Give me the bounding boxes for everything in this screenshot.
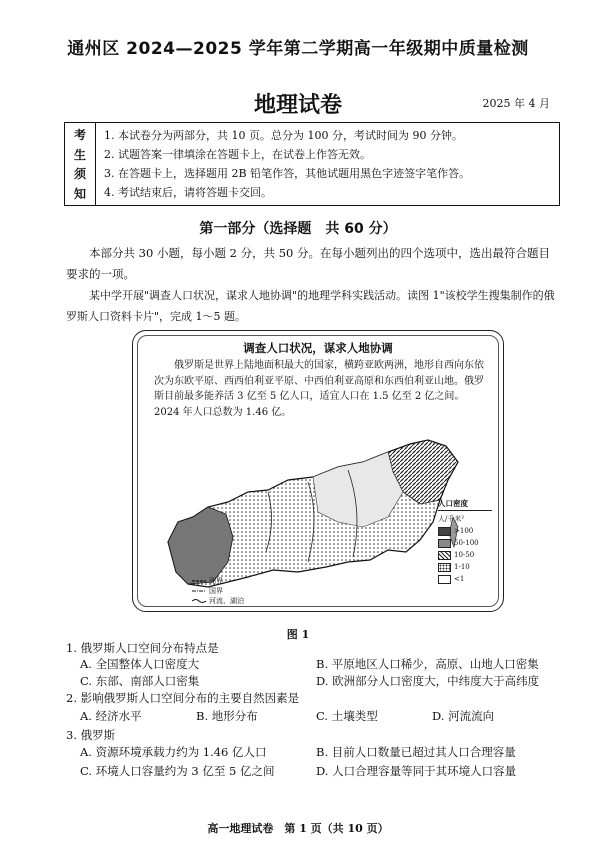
legend-swatch xyxy=(438,527,451,536)
legend-row xyxy=(438,525,492,537)
legend-swatch xyxy=(438,563,451,572)
notice-item: 1. 本试卷分为两部分，共 10 页。总分为 100 分，考试时间为 90 分钟。 xyxy=(104,129,463,142)
question-2-option-d: D. 河流流向 xyxy=(432,709,495,723)
question-1-option-a: A. 全国整体人口密度大 xyxy=(80,657,200,671)
question-1-stem: 1. 俄罗斯人口空间分布特点是 xyxy=(66,641,219,655)
river-lake-line-icon xyxy=(192,598,206,604)
notice-item: 3. 在答题卡上，选择题用 2B 铅笔作答，其他试题用黑色字迹签字笔作答。 xyxy=(104,167,471,180)
candidate-notice-box xyxy=(64,122,560,206)
map-key-row xyxy=(192,586,244,596)
question-context: 某中学开展"调查人口状况，谋求人地协调"的地理学科实践活动。读图 1"该校学生搜集制作的俄罗斯人口资料卡片"，完成 1～5 题。 xyxy=(66,289,555,323)
map-symbol-key xyxy=(192,576,244,606)
question-3-option-d: D. 人口合理容量等同于其环境人口容量 xyxy=(316,764,517,778)
legend-label: 50-100 xyxy=(454,539,479,547)
question-3-option-b: B. 目前人口数量已超过其人口合理容量 xyxy=(316,745,516,759)
question-2-option-b: B. 地形分布 xyxy=(196,709,258,723)
part-one-title: 第一部分（选择题 共 60 分） xyxy=(199,221,397,237)
legend-unit: 人/千米² xyxy=(438,515,465,523)
map-key-label: 洲界 xyxy=(209,577,223,585)
population-data-card xyxy=(132,330,504,612)
legend-label: 10-50 xyxy=(454,551,475,559)
legend-label: <1 xyxy=(454,575,465,583)
question-3-option-c: C. 环境人口容量约为 3 亿至 5 亿之间 xyxy=(80,764,275,778)
question-3-stem: 3. 俄罗斯 xyxy=(66,728,116,742)
notice-label-char: 知 xyxy=(73,186,86,201)
notice-label-char: 考 xyxy=(73,128,86,143)
card-title: 调查人口状况，谋求人地协调 xyxy=(243,341,393,355)
map-key-label: 河流、湖泊 xyxy=(209,597,244,605)
legend-row xyxy=(438,573,492,585)
question-3-option-a: A. 资源环境承载力约为 1.46 亿人口 xyxy=(80,745,267,759)
legend-row xyxy=(438,537,492,549)
notice-label-char: 须 xyxy=(73,167,86,182)
card-text: 俄罗斯是世界上陆地面积最大的国家，横跨亚欧两洲，地形自西向东依次为东欧平原、西西伯利亚平原、中西伯利亚高原和东西伯利亚山地。俄罗斯目前最多能养活 3 亿至 5 亿人口，适宜人口在 1.5 亿至 2 亿之间。2024 年人口总数为 1.46 亿。 xyxy=(154,360,484,418)
map-key-label: 国界 xyxy=(209,587,223,595)
question-1-option-d: D. 欧洲部分人口密度大，中纬度大于高纬度 xyxy=(316,674,540,688)
population-density-legend xyxy=(438,498,492,585)
map-key-row xyxy=(192,596,244,606)
exam-title: 通州区 2024—2025 学年第二学期高一年级期中质量检测 xyxy=(67,39,529,59)
legend-swatch xyxy=(438,539,451,548)
notice-items xyxy=(96,123,559,205)
national-boundary-line-icon xyxy=(192,588,206,594)
figure-caption: 图 1 xyxy=(286,628,310,641)
page-footer: 高一地理试卷 第 1 页（共 10 页） xyxy=(207,822,389,835)
legend-swatch xyxy=(438,551,451,560)
notice-item: 2. 试题答案一律填涂在答题卡上，在试卷上作答无效。 xyxy=(104,148,371,161)
continent-boundary-line-icon xyxy=(192,578,206,584)
legend-row xyxy=(438,549,492,561)
legend-label: 1-10 xyxy=(454,563,470,571)
legend-row xyxy=(438,561,492,573)
russia-population-density-map xyxy=(148,422,488,602)
question-2-option-c: C. 土壤类型 xyxy=(316,709,378,723)
question-2-option-a: A. 经济水平 xyxy=(80,709,142,723)
legend-title: 人口密度 xyxy=(438,498,492,511)
legend-label: >100 xyxy=(454,527,474,535)
exam-date: 2025 年 4 月 xyxy=(482,97,550,110)
question-1-option-b: B. 平原地区人口稀少，高原、山地人口密集 xyxy=(316,657,539,671)
question-1-option-c: C. 东部、南部人口密集 xyxy=(80,674,200,688)
question-2-stem: 2. 影响俄罗斯人口空间分布的主要自然因素是 xyxy=(66,691,300,705)
notice-label xyxy=(65,123,96,205)
notice-item: 4. 考试结束后，请将答题卡交回。 xyxy=(104,186,272,199)
map-key-row xyxy=(192,576,244,586)
subject-title: 地理试卷 xyxy=(253,93,342,118)
legend-swatch xyxy=(438,575,451,584)
notice-label-char: 生 xyxy=(73,147,86,162)
part-one-intro: 本部分共 30 小题，每小题 2 分，共 50 分。在每小题列出的四个选项中，选出最符合题目要求的一项。 xyxy=(66,246,551,281)
